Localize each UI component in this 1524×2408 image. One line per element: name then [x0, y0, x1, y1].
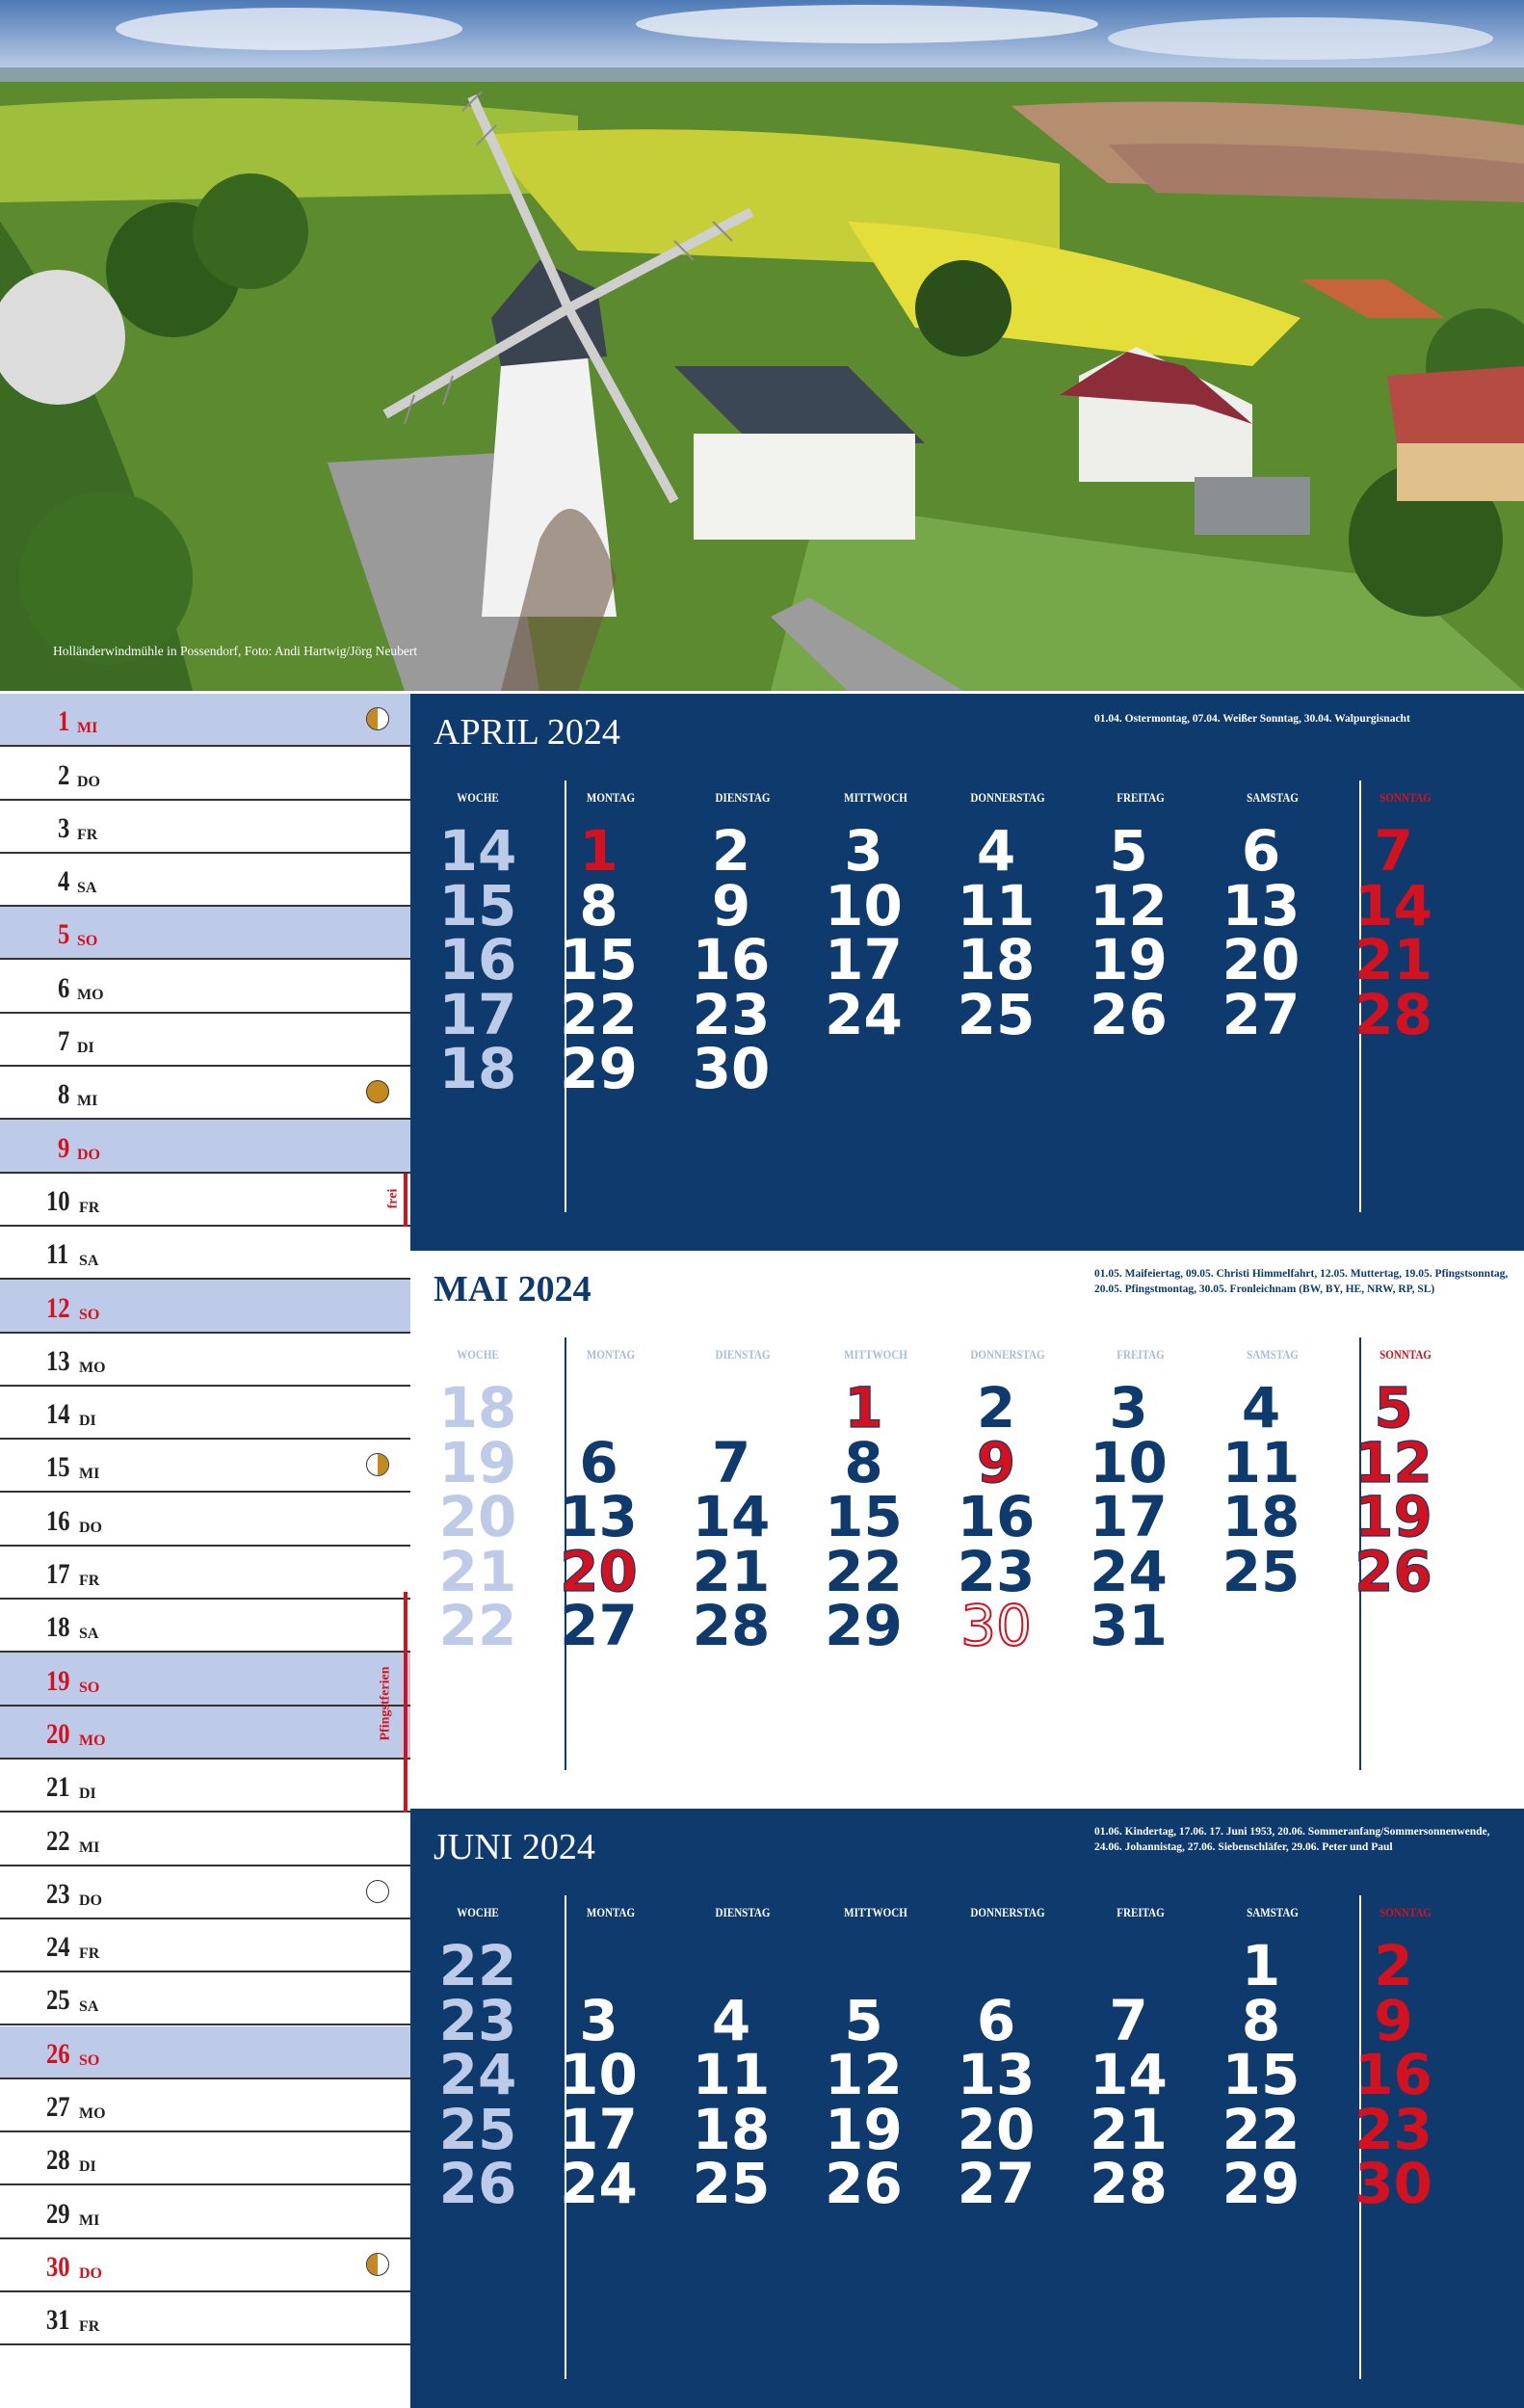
calendar-day[interactable]: 17	[560, 2096, 638, 2162]
day-number: 11	[46, 1238, 69, 1271]
week-number: 22	[438, 1933, 517, 1998]
day-row	[0, 1440, 410, 1493]
weekday-abbr: SO	[79, 2051, 100, 2069]
calendar-day[interactable]: 29	[560, 1036, 638, 1101]
calendar-day[interactable]: 5	[1374, 1375, 1413, 1441]
day-row	[0, 801, 410, 854]
day-row	[0, 1760, 410, 1813]
calendar-day[interactable]: 28	[692, 1593, 771, 1658]
calendar-day[interactable]: 18	[1222, 1484, 1301, 1549]
header-dienstag: DIENSTAG	[715, 1347, 771, 1362]
day-number: 25	[46, 1984, 70, 2017]
calendar-day[interactable]: 11	[692, 2042, 771, 2107]
day-row	[0, 1174, 410, 1227]
day-row	[0, 1707, 410, 1760]
day-row	[0, 2239, 410, 2292]
calendar-day[interactable]: 8	[579, 872, 618, 939]
weekday-abbr: SA	[79, 1626, 99, 1643]
day-number: 26	[46, 2037, 70, 2070]
calendar-day[interactable]: 25	[692, 2151, 771, 2216]
day-number: 20	[46, 1717, 70, 1750]
day-row	[0, 2185, 410, 2238]
day-row	[0, 694, 410, 747]
calendar-day[interactable]: 7	[711, 1429, 751, 1495]
header-montag: MONTAG	[586, 790, 635, 805]
weekday-abbr: DO	[79, 1519, 102, 1536]
weekday-abbr: MO	[77, 986, 104, 1003]
day-row	[0, 1014, 410, 1067]
weekday-abbr: DO	[77, 773, 100, 790]
windmill-photo	[0, 0, 1524, 691]
weekday-abbr: MI	[79, 1466, 100, 1483]
week-number: 20	[438, 1484, 517, 1549]
calendar-day[interactable]: 4	[1241, 1375, 1281, 1441]
day-row	[0, 2079, 410, 2132]
header-donnerstag: DONNERSTAG	[970, 790, 1045, 805]
calendar-day[interactable]: 13	[560, 1484, 638, 1549]
calendar-day[interactable]: 6	[976, 1987, 1016, 2053]
day-number: 24	[46, 1931, 70, 1964]
weekday-abbr: FR	[77, 826, 98, 843]
header-freitag: FREITAG	[1116, 1347, 1165, 1362]
moon-phase-icon	[366, 707, 389, 730]
calendar-day[interactable]: 22	[560, 981, 638, 1047]
day-row	[0, 2292, 410, 2345]
day-number: 8	[58, 1078, 70, 1111]
weekday-abbr: MO	[79, 1359, 106, 1376]
calendar-day[interactable]: 19	[1090, 927, 1168, 992]
day-row	[0, 2132, 410, 2185]
day-number: 13	[46, 1344, 70, 1377]
day-number: 7	[58, 1025, 70, 1058]
calendar-day[interactable]: 11	[1222, 1429, 1301, 1495]
holiday-note-frei: frei	[385, 1188, 401, 1209]
day-number: 16	[46, 1504, 70, 1537]
calendar-day[interactable]: 8	[1241, 1987, 1281, 2053]
calendar-day[interactable]: 11	[957, 872, 1036, 939]
day-row	[0, 1813, 410, 1866]
weekday-abbr: MI	[77, 720, 98, 737]
day-row	[0, 2026, 410, 2079]
weekday-abbr: SO	[77, 933, 98, 950]
header-woche: WOCHE	[457, 1905, 499, 1919]
frei-marker-bar	[404, 1174, 407, 1227]
day-number: 29	[46, 2197, 70, 2230]
weekday-abbr: FR	[79, 1199, 100, 1216]
calendar-day[interactable]: 5	[1109, 818, 1148, 884]
day-row	[0, 1547, 410, 1600]
day-row	[0, 747, 410, 800]
calendar-day[interactable]: 28	[1354, 981, 1432, 1047]
weekday-abbr: DI	[79, 1786, 96, 1803]
header-donnerstag: DONNERSTAG	[970, 1347, 1045, 1362]
header-samstag: SAMSTAG	[1247, 1905, 1299, 1919]
header-freitag: FREITAG	[1116, 790, 1165, 805]
calendar-day[interactable]: 24	[1090, 1538, 1168, 1604]
day-number: 2	[58, 758, 70, 791]
calendar-day[interactable]: 18	[957, 927, 1036, 992]
calendar-day[interactable]: 13	[1222, 872, 1301, 939]
day-number: 27	[46, 2091, 70, 2124]
calendar-day[interactable]: 24	[825, 981, 903, 1047]
header-montag: MONTAG	[586, 1905, 635, 1919]
day-row	[0, 1120, 410, 1173]
day-row	[0, 1227, 410, 1280]
calendar-day[interactable]: 10	[560, 2042, 638, 2107]
calendar-day[interactable]: 17	[1090, 1484, 1168, 1549]
calendar-day[interactable]: 22	[1222, 2096, 1301, 2162]
calendar-day[interactable]: 9	[976, 1429, 1016, 1495]
calendar-day[interactable]: 12	[1090, 872, 1168, 939]
calendar-day[interactable]: 19	[1354, 1484, 1432, 1549]
weekday-abbr: FR	[79, 1945, 100, 1963]
calendar-day[interactable]: 3	[844, 818, 883, 884]
calendar-day[interactable]: 3	[1109, 1375, 1148, 1441]
day-number: 17	[46, 1558, 70, 1591]
moon-phase-icon	[366, 1453, 389, 1476]
week-number: 15	[438, 872, 517, 939]
header-sonntag: SONNTAG	[1379, 790, 1432, 805]
weekday-abbr: FR	[79, 2318, 100, 2336]
header-dienstag: DIENSTAG	[715, 790, 771, 805]
day-row	[0, 1972, 410, 2025]
week-number: 25	[438, 2096, 517, 2162]
calendar-day[interactable]: 9	[711, 872, 751, 939]
week-number: 21	[438, 1538, 517, 1604]
week-number: 18	[438, 1375, 517, 1441]
calendar-day[interactable]: 22	[825, 1538, 903, 1604]
day-number: 18	[46, 1611, 70, 1644]
month-panel-2	[410, 1251, 1524, 1809]
day-number: 22	[46, 1824, 70, 1857]
calendar-day[interactable]: 2	[1374, 1933, 1413, 1998]
day-row	[0, 1280, 410, 1333]
day-row	[0, 1494, 410, 1547]
day-number: 19	[46, 1664, 70, 1697]
calendar-day[interactable]: 13	[957, 2042, 1036, 2107]
weekday-abbr: MO	[79, 2105, 106, 2123]
calendar-day[interactable]: 14	[692, 1484, 771, 1549]
calendar-day[interactable]: 30	[960, 1593, 1032, 1658]
calendar-day[interactable]: 3	[579, 1987, 618, 2053]
week-number: 26	[438, 2151, 517, 2216]
month-panel-3	[410, 1809, 1524, 2408]
day-number: 1	[58, 705, 70, 738]
calendar-day[interactable]: 26	[1090, 981, 1168, 1047]
calendar-day[interactable]: 15	[1222, 2042, 1301, 2107]
calendar-day[interactable]: 20	[957, 2096, 1036, 2162]
day-row	[0, 854, 410, 907]
weekday-abbr: MI	[79, 1839, 100, 1856]
holiday-list: 01.05. Maifeiertag, 09.05. Christi Himmelfahrt, 12.05. Muttertag, 19.05. Pfingstsonntag, 20.05. Pfingstmontag, 30.05. Fronleichnam (BW, BY, HE, NRW, RP, SL)	[1094, 1268, 1509, 1295]
day-number: 15	[46, 1451, 70, 1484]
day-number: 23	[46, 1877, 70, 1910]
header-woche: WOCHE	[457, 1347, 499, 1362]
calendar-day[interactable]: 5	[844, 1987, 883, 2053]
calendar-day[interactable]: 6	[1241, 818, 1281, 884]
day-row	[0, 1653, 410, 1706]
calendar-day[interactable]: 16	[1354, 2042, 1432, 2107]
moon-phase-icon	[366, 1880, 389, 1903]
weekday-abbr: DO	[79, 1892, 102, 1909]
calendar-day[interactable]: 2	[711, 818, 751, 884]
weekday-abbr: DI	[77, 1040, 94, 1057]
weekday-abbr: DO	[77, 1146, 100, 1163]
calendar-day[interactable]: 7	[1109, 1987, 1148, 2053]
day-number: 12	[46, 1291, 70, 1324]
day-row	[0, 961, 410, 1014]
calendar-day[interactable]: 26	[825, 2151, 903, 2216]
calendar-day[interactable]: 18	[692, 2096, 771, 2162]
calendar-day[interactable]: 25	[957, 981, 1036, 1047]
calendar-day[interactable]: 24	[560, 2151, 638, 2216]
weekday-abbr: FR	[79, 1573, 100, 1590]
calendar-day[interactable]: 21	[1090, 2096, 1168, 2162]
day-row	[0, 1334, 410, 1387]
day-row	[0, 907, 410, 960]
calendar-day[interactable]: 12	[825, 2042, 903, 2107]
calendar-day[interactable]: 9	[1374, 1987, 1413, 2053]
week-number: 18	[438, 1036, 517, 1101]
weekday-abbr: DI	[79, 1413, 96, 1430]
header-samstag: SAMSTAG	[1247, 790, 1299, 805]
calendar-day[interactable]: 17	[825, 927, 903, 992]
day-row	[0, 1600, 410, 1653]
weekday-abbr: SA	[77, 880, 97, 897]
day-row	[0, 1387, 410, 1440]
header-montag: MONTAG	[586, 1347, 635, 1362]
calendar-day[interactable]: 16	[957, 1484, 1036, 1549]
photo-caption: Holländerwindmühle in Possendorf, Foto: Andi Hartwig/Jörg Neubert	[53, 644, 418, 658]
calendar-day[interactable]: 27	[560, 1593, 638, 1658]
calendar-day[interactable]: 31	[1090, 1593, 1168, 1658]
day-number: 31	[46, 2304, 70, 2337]
week-number: 16	[438, 927, 517, 992]
calendar-day[interactable]: 30	[1354, 2151, 1432, 2216]
weekday-abbr: MI	[79, 2211, 100, 2229]
calendar-day[interactable]: 16	[692, 927, 771, 992]
calendar-day[interactable]: 19	[825, 2096, 903, 2162]
calendar-day[interactable]: 14	[1090, 2042, 1168, 2107]
calendar-day[interactable]: 29	[1222, 2151, 1301, 2216]
header-dienstag: DIENSTAG	[715, 1905, 771, 1919]
header-woche: WOCHE	[457, 790, 499, 805]
calendar-day[interactable]: 8	[844, 1429, 883, 1495]
month-title: MAI 2024	[434, 1269, 591, 1310]
week-number: 17	[438, 981, 517, 1047]
calendar-day[interactable]: 20	[560, 1538, 638, 1604]
day-number: 28	[46, 2144, 70, 2177]
weekday-abbr: MI	[77, 1093, 98, 1110]
calendar-day[interactable]: 4	[976, 818, 1016, 884]
day-row	[0, 1919, 410, 1972]
weekday-abbr: SA	[79, 1998, 99, 2016]
day-number: 10	[46, 1184, 70, 1217]
calendar-day[interactable]: 14	[1354, 872, 1432, 939]
weekday-abbr: SO	[79, 1306, 100, 1323]
moon-phase-icon	[366, 1080, 389, 1103]
pfingstferien-marker-bar	[404, 1592, 407, 1813]
calendar-day[interactable]: 28	[1090, 2151, 1168, 2216]
calendar-day[interactable]: 20	[1222, 927, 1301, 992]
weekday-abbr: SO	[79, 1679, 100, 1696]
day-number: 4	[58, 865, 70, 898]
weekday-abbr: DI	[79, 2158, 96, 2176]
calendar-day[interactable]: 21	[1354, 927, 1432, 992]
weekday-abbr: MO	[79, 1732, 106, 1749]
holiday-list: 01.04. Ostermontag, 07.04. Weißer Sonntag, 30.04. Walpurgisnacht	[1094, 713, 1410, 725]
header-freitag: FREITAG	[1116, 1905, 1165, 1919]
header-donnerstag: DONNERSTAG	[970, 1905, 1045, 1919]
holiday-note-pfingstferien: Pfingstferien	[378, 1666, 393, 1741]
header-samstag: SAMSTAG	[1247, 1347, 1299, 1362]
day-number: 6	[58, 971, 70, 1004]
header-sonntag: SONNTAG	[1379, 1347, 1432, 1362]
calendar-day[interactable]: 23	[957, 1538, 1036, 1604]
calendar-day[interactable]: 2	[976, 1375, 1016, 1441]
header-sonntag: SONNTAG	[1379, 1905, 1432, 1919]
header-mittwoch: MITTWOCH	[843, 1905, 907, 1919]
day-number: 14	[46, 1398, 70, 1431]
holiday-list: 01.06. Kindertag, 17.06. 17. Juni 1953, 20.06. Sommeranfang/Sommersonnenwende, 24.06. Johannistag, 27.06. Siebenschläfer, 29.06. Peter und Paul	[1094, 1826, 1490, 1853]
week-number: 22	[438, 1593, 517, 1658]
day-row	[0, 1067, 410, 1120]
calendar-day[interactable]: 1	[1241, 1933, 1281, 1998]
header-mittwoch: MITTWOCH	[843, 790, 907, 805]
moon-phase-icon	[366, 2253, 389, 2276]
calendar-day[interactable]: 10	[825, 872, 903, 939]
day-row	[0, 1866, 410, 1919]
month-title: JUNI 2024	[434, 1827, 595, 1867]
calendar-day[interactable]: 4	[711, 1987, 751, 2053]
day-number: 30	[46, 2250, 70, 2283]
calendar-day[interactable]: 12	[1354, 1429, 1432, 1495]
week-number: 23	[438, 1987, 517, 2053]
calendar-day[interactable]: 27	[957, 2151, 1036, 2216]
calendar-day[interactable]: 29	[825, 1593, 903, 1658]
calendar-day[interactable]: 7	[1374, 818, 1413, 884]
week-number: 14	[438, 818, 517, 884]
header-mittwoch: MITTWOCH	[843, 1347, 907, 1362]
calendar-day[interactable]: 1	[579, 818, 618, 884]
calendar-day[interactable]: 10	[1090, 1429, 1168, 1495]
weekday-abbr: SA	[79, 1253, 99, 1270]
month-title: APRIL 2024	[434, 712, 620, 753]
calendar-day[interactable]: 15	[825, 1484, 903, 1549]
calendar-day[interactable]: 1	[844, 1375, 883, 1441]
week-number: 24	[438, 2042, 517, 2107]
calendar-day[interactable]: 6	[579, 1429, 618, 1495]
calendar-day[interactable]: 21	[692, 1538, 771, 1604]
week-number: 19	[438, 1429, 517, 1495]
calendar-day[interactable]: 23	[692, 981, 771, 1047]
day-number: 9	[58, 1131, 70, 1164]
month-panel-1	[410, 694, 1524, 1251]
calendar-day[interactable]: 27	[1222, 981, 1301, 1047]
day-number: 21	[46, 1771, 70, 1804]
day-number: 3	[58, 811, 70, 844]
calendar-day[interactable]: 25	[1222, 1538, 1301, 1604]
day-number: 5	[58, 918, 70, 951]
calendar-day[interactable]: 30	[692, 1036, 771, 1101]
weekday-abbr: DO	[79, 2264, 102, 2282]
calendar-day[interactable]: 23	[1354, 2096, 1432, 2162]
calendar-day[interactable]: 26	[1354, 1538, 1432, 1604]
calendar-day[interactable]: 15	[560, 927, 638, 992]
